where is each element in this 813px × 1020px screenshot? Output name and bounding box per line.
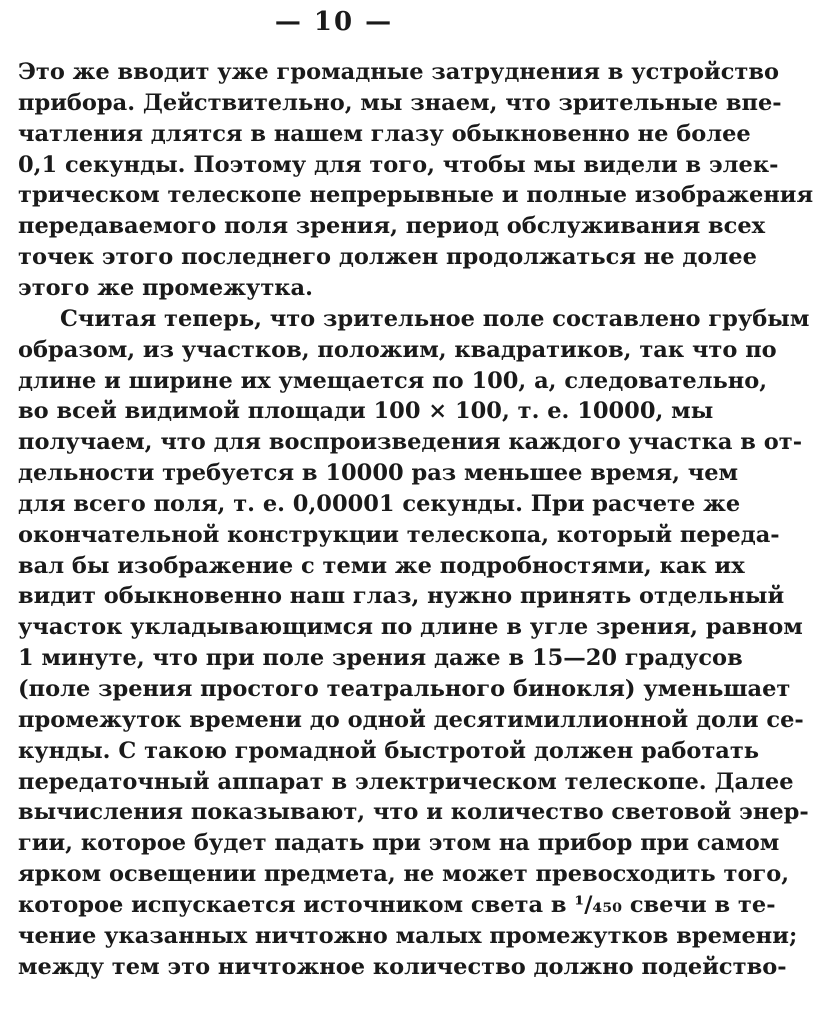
text-line: промежуток времени до одной десятимиллионной доли се-	[18, 706, 804, 733]
text-line: которое испускается источником света в ¹/₄₅₀ свечи в те-	[18, 891, 776, 918]
text-line: во всей видимой площади 100 × 100, т. е. 10000, мы	[18, 398, 714, 425]
text-line: 0,1 секунды. Поэтому для того, чтобы мы видели в элек-	[18, 151, 779, 178]
text-line: передаваемого поля зрения, период обслуживания всех	[18, 213, 766, 240]
text-line: Считая теперь, что зрительное поле составлено грубым	[60, 305, 810, 332]
text-line: между тем это ничтожное количество должно подейство-	[18, 953, 787, 980]
text-line: Это же вводит уже громадные затруднения в устройство	[18, 59, 780, 85]
text-line: ярком освещении предмета, не может превосходить того,	[18, 861, 790, 888]
text-line: кунды. С такою громадной быстротой должен работать	[18, 737, 760, 764]
text-line: точек этого последнего должен продолжаться не долее	[18, 244, 757, 271]
text-line: чение указанных ничтожно малых промежутков времени;	[18, 922, 798, 949]
text-line: 1 минуте, что при поле зрения даже в 15—20 градусов	[18, 645, 743, 672]
text-line: чатления длятся в нашем глазу обыкновенно не более	[18, 120, 751, 147]
text-line: окончательной конструкции телескопа, который переда-	[18, 521, 780, 548]
text-line: для всего поля, т. е. 0,00001 секунды. При расчете же	[18, 490, 741, 517]
text-line: прибора. Действительно, мы знаем, что зрительные впе-	[18, 89, 782, 116]
text-line: получаем, что для воспроизведения каждого участка в от-	[18, 429, 803, 456]
text-line: длине и ширине их умещается по 100, а, следовательно,	[18, 367, 768, 394]
text-line: (поле зрения простого театрального бинокля) уменьшает	[18, 676, 791, 702]
text-line: гии, которое будет падать при этом на прибор при самом	[18, 830, 780, 857]
page-number: — 10 —	[274, 7, 394, 37]
text-line: передаточный аппарат в электрическом телескопе. Далее	[18, 768, 794, 795]
text-line: трическом телескопе непрерывные и полные изображения	[18, 182, 813, 209]
text-line: видит обыкновенно наш глаз, нужно принять отдельный	[18, 583, 785, 610]
text-line: вычисления показывают, что и количество световой энер-	[18, 799, 809, 826]
text-line: дельности требуется в 10000 раз меньшее время, чем	[18, 460, 739, 487]
text-line: образом, из участков, положим, квадратиков, так что по	[18, 336, 777, 363]
text-line: вал бы изображение с теми же подробностями, как их	[18, 552, 745, 579]
text-line: участок укладывающимся по длине в угле зрения, равном	[18, 614, 803, 641]
text-line: этого же промежутка.	[18, 274, 313, 301]
